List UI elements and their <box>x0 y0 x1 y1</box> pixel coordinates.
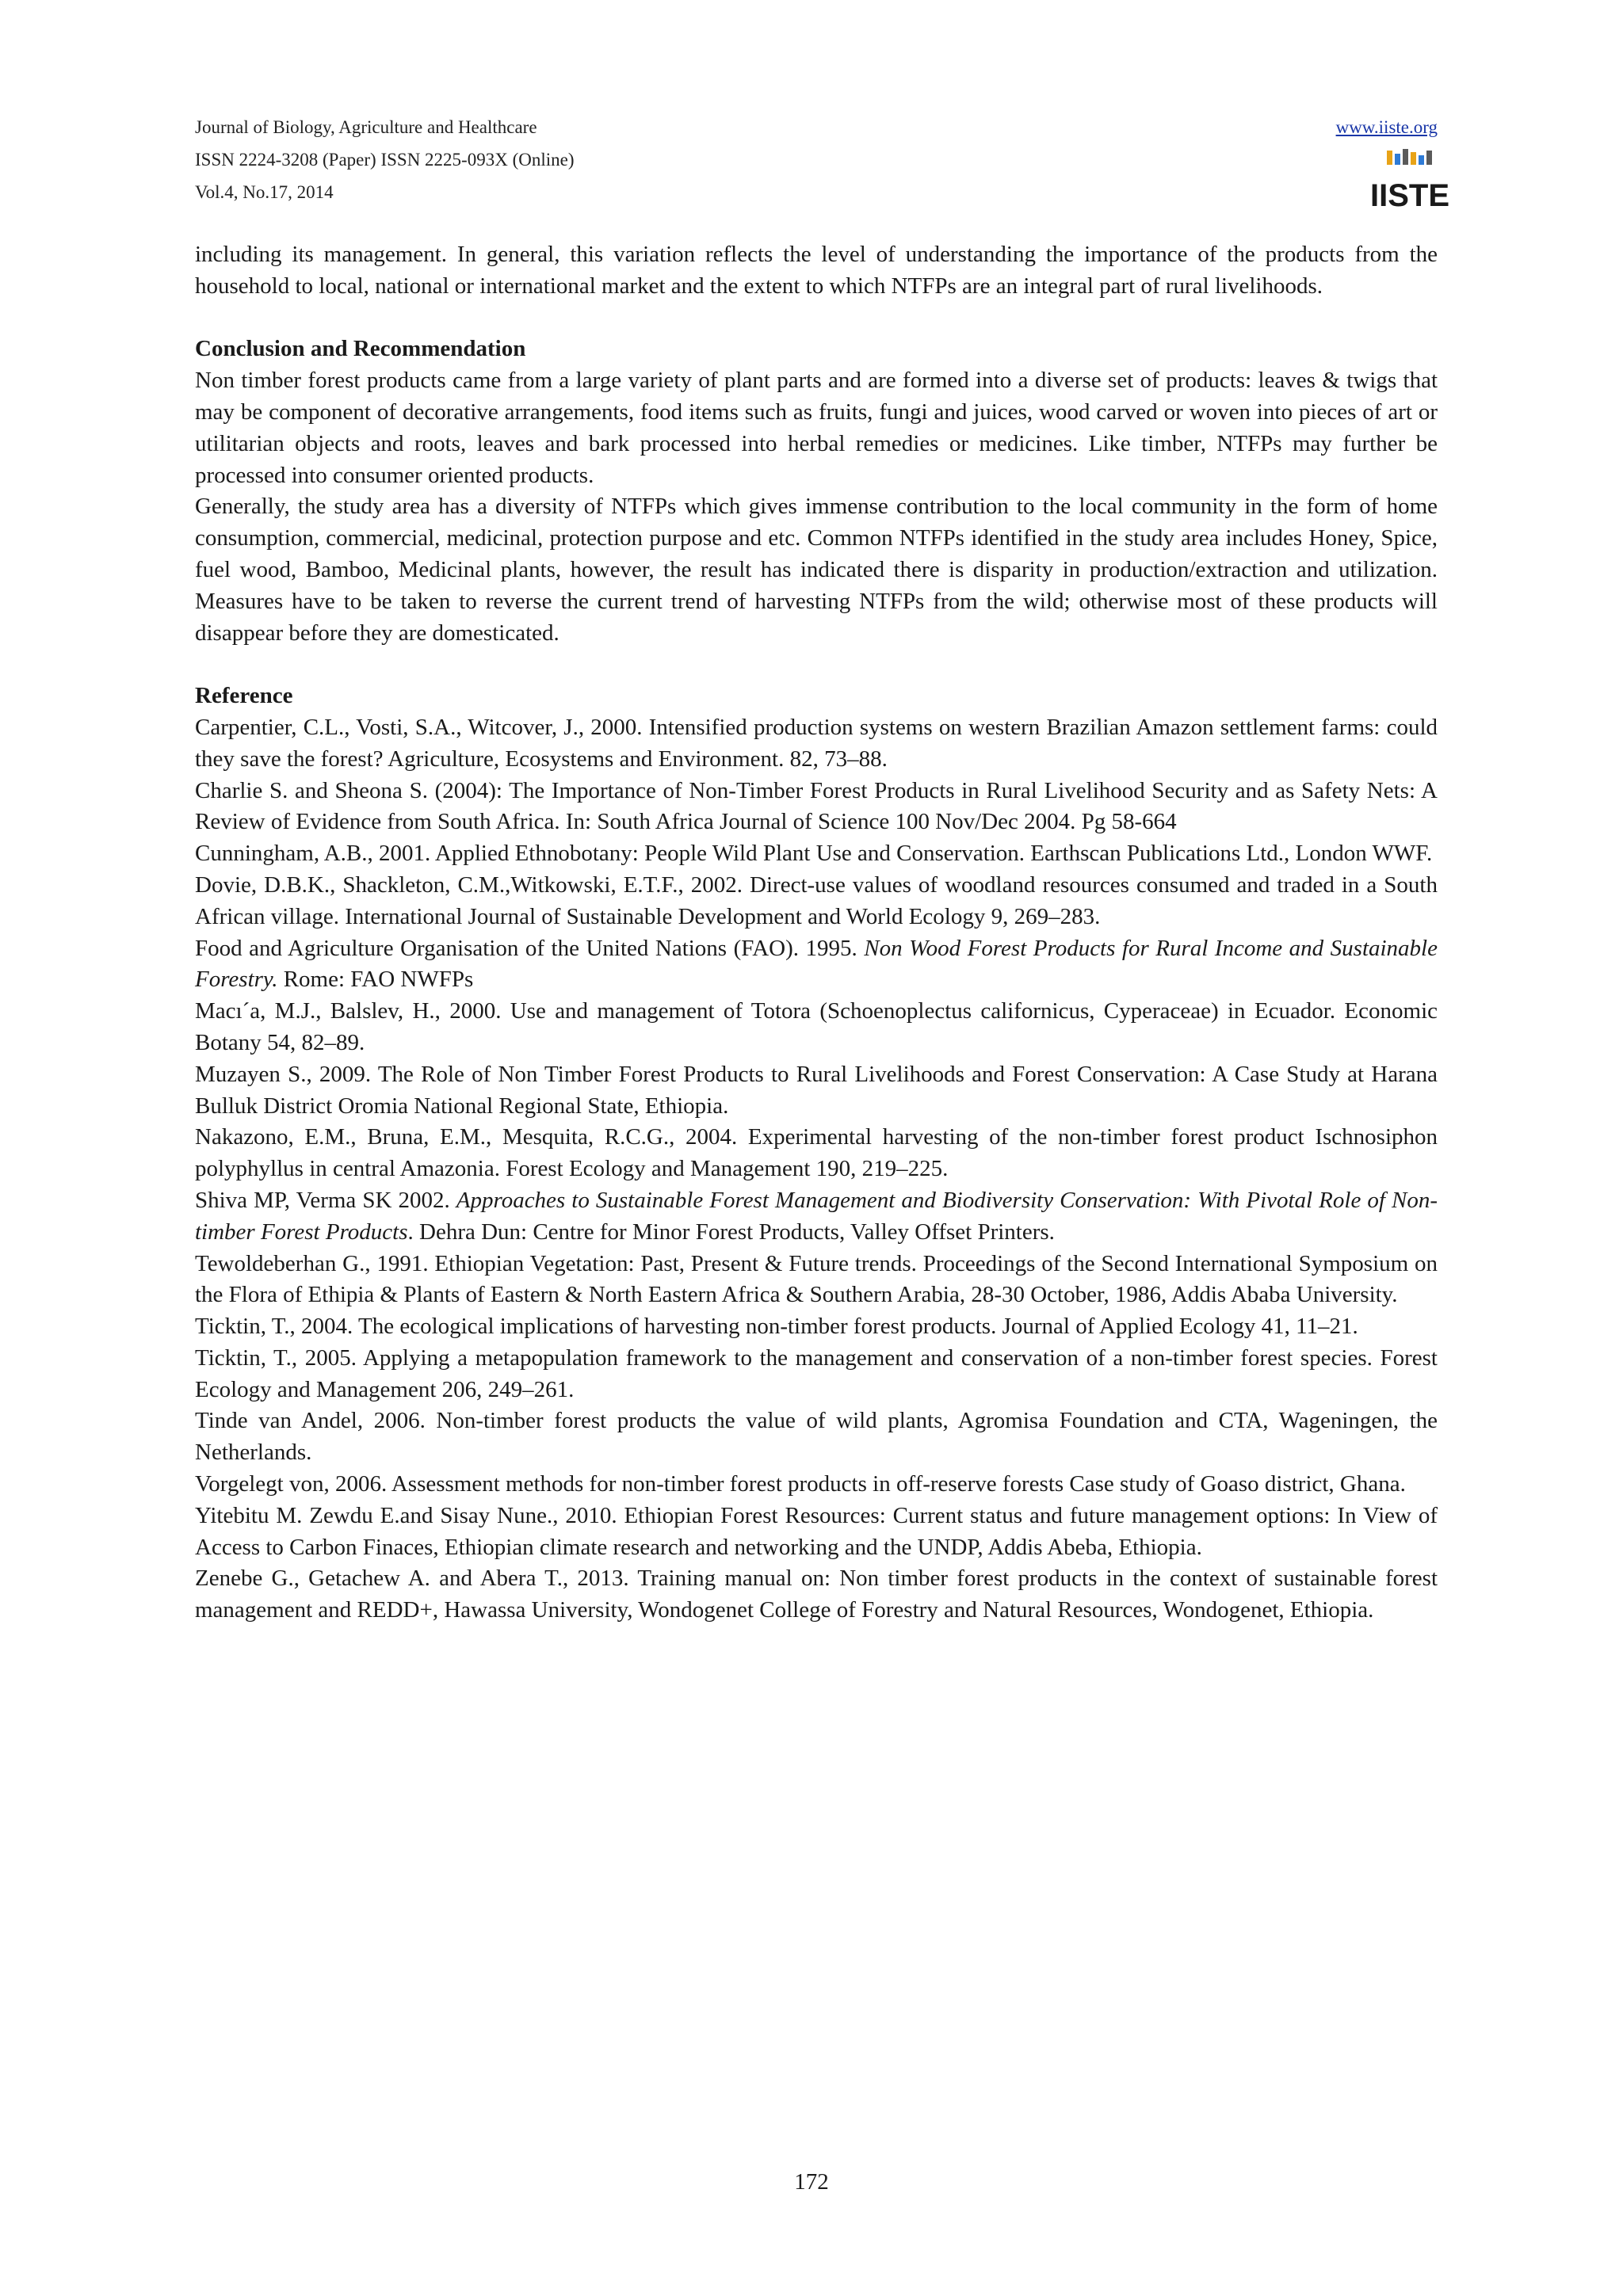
reference-item: Carpentier, C.L., Vosti, S.A., Witcover, J., 2000. Intensified production systems on western Brazilian Amazon settlement farms: could they save the forest? Agriculture, Ecosystems and Environment. 82, 73–88. <box>195 714 1438 772</box>
website-link[interactable]: www.iiste.org <box>1335 117 1438 137</box>
main-content <box>195 239 1438 1627</box>
reference-item: Vorgelegt von, 2006. Assessment methods for non-timber forest products in off-reserve forests Case study of Goaso district, Ghana. <box>195 1471 1406 1497</box>
logo-text: IISTE <box>1369 178 1450 213</box>
conclusion-heading: Conclusion and Recommendation <box>195 336 526 362</box>
page-number: 172 <box>794 2169 829 2195</box>
reference-item: Shiva MP, Verma SK 2002. Approaches to Sustainable Forest Management and Biodiversity Conservation: With Pivotal Role of Non-timber Forest Products. Dehra Dun: Centre for Minor Forest Products, Valley Offset Printers. <box>195 1187 1438 1245</box>
reference-item: Charlie S. and Sheona S. (2004): The Importance of Non-Timber Forest Products in Rural Livelihood Security and as Safety Nets: A Review of Evidence from South Africa. In: South Africa Journal of Science 100 Nov/Dec 2004. Pg 58-664 <box>195 777 1438 835</box>
reference-item: Nakazono, E.M., Bruna, E.M., Mesquita, R.C.G., 2004. Experimental harvesting of the non-timber forest product Ischnosiphon polyphyllus in central Amazonia. Forest Ecology and Management 190, 219–225. <box>195 1124 1438 1182</box>
reference-item: Cunningham, A.B., 2001. Applied Ethnobotany: People Wild Plant Use and Conservation. Earthscan Publications Ltd., London WWF. <box>195 841 1433 867</box>
reference-heading: Reference <box>195 683 293 709</box>
reference-item: Zenebe G., Getachew A. and Abera T., 2013. Training manual on: Non timber forest products in the context of sustainable forest management and REDD+, Hawassa University, Wondogenet College of Forestry and Natural Resources, Wondogenet, Ethiopia. <box>195 1566 1438 1623</box>
conclusion-paragraph-1: Non timber forest products came from a large variety of plant parts and are formed into a diverse set of products: leaves & twigs that may be component of decorative arrangements, food items such as fruits, fungi and juices, wood carved or woven into pieces of art or utilitarian objects and roots, leaves and bark processed into herbal remedies or medicines. Like timber, NTFPs may further be processed into consumer oriented products. <box>195 368 1438 488</box>
reference-item: Food and Agriculture Organisation of the United Nations (FAO). 1995. Non Wood Forest Products for Rural Income and Sustainable Forestry. Rome: FAO NWFPs <box>195 935 1438 993</box>
reference-item: Yitebitu M. Zewdu E.and Sisay Nune., 2010. Ethiopian Forest Resources: Current status and future management options: In View of Access to Carbon Finaces, Ethiopian climate research and networking and the UNDP, Addis Abeba, Ethiopia. <box>195 1502 1438 1560</box>
reference-item: Tewoldeberhan G., 1991. Ethiopian Vegetation: Past, Present & Future trends. Proceedings of the Second International Symposium on the Flora of Ethipia & Plants of Eastern & North Eastern Africa & Southern Arabia, 28-30 October, 1986, Addis Ababa University. <box>195 1250 1438 1308</box>
issn-line: ISSN 2224-3208 (Paper) ISSN 2225-093X (Online) <box>195 150 575 170</box>
reference-list <box>195 712 1438 1627</box>
reference-item: Macı´a, M.J., Balslev, H., 2000. Use and management of Totora (Schoenoplectus californicus, Cyperaceae) in Ecuador. Economic Botany 54, 82–89. <box>195 998 1438 1055</box>
reference-item: Ticktin, T., 2004. The ecological implications of harvesting non-timber forest products. Journal of Applied Ecology 41, 11–21. <box>195 1314 1358 1340</box>
page-header <box>195 111 1450 214</box>
intro-paragraph: including its management. In general, this variation reflects the level of understanding the importance of the products from the household to local, national or international market and the extent to which NTFPs are an integral part of rural livelihoods. <box>195 242 1438 299</box>
iiste-logo-icon <box>1369 147 1450 213</box>
reference-item: Tinde van Andel, 2006. Non-timber forest products the value of wild plants, Agromisa Foundation and CTA, Wageningen, the Netherlands. <box>195 1408 1438 1466</box>
volume-line: Vol.4, No.17, 2014 <box>195 182 334 202</box>
journal-title: Journal of Biology, Agriculture and Healthcare <box>195 117 537 137</box>
conclusion-paragraph-2: Generally, the study area has a diversity of NTFPs which gives immense contribution to the local community in the form of home consumption, commercial, medicinal, protection purpose and etc. Common NTFPs identified in the study area includes Honey, Spice, fuel wood, Bamboo, Medicinal plants, however, the result has indicated there is disparity in production/extraction and utilization. Measures have to be taken to reverse the current trend of harvesting NTFPs from the wild; otherwise most of these products will disappear before they are domesticated. <box>195 494 1438 646</box>
reference-item: Dovie, D.B.K., Shackleton, C.M.,Witkowski, E.T.F., 2002. Direct-use values of woodland resources consumed and traded in a South African village. International Journal of Sustainable Development and World Ecology 9, 269–283. <box>195 871 1438 929</box>
reference-item: Muzayen S., 2009. The Role of Non Timber Forest Products to Rural Livelihoods and Forest Conservation: A Case Study at Harana Bulluk District Oromia National Regional State, Ethiopia. <box>195 1061 1438 1119</box>
reference-item: Ticktin, T., 2005. Applying a metapopulation framework to the management and conservation of a non-timber forest species. Forest Ecology and Management 206, 249–261. <box>195 1344 1438 1402</box>
